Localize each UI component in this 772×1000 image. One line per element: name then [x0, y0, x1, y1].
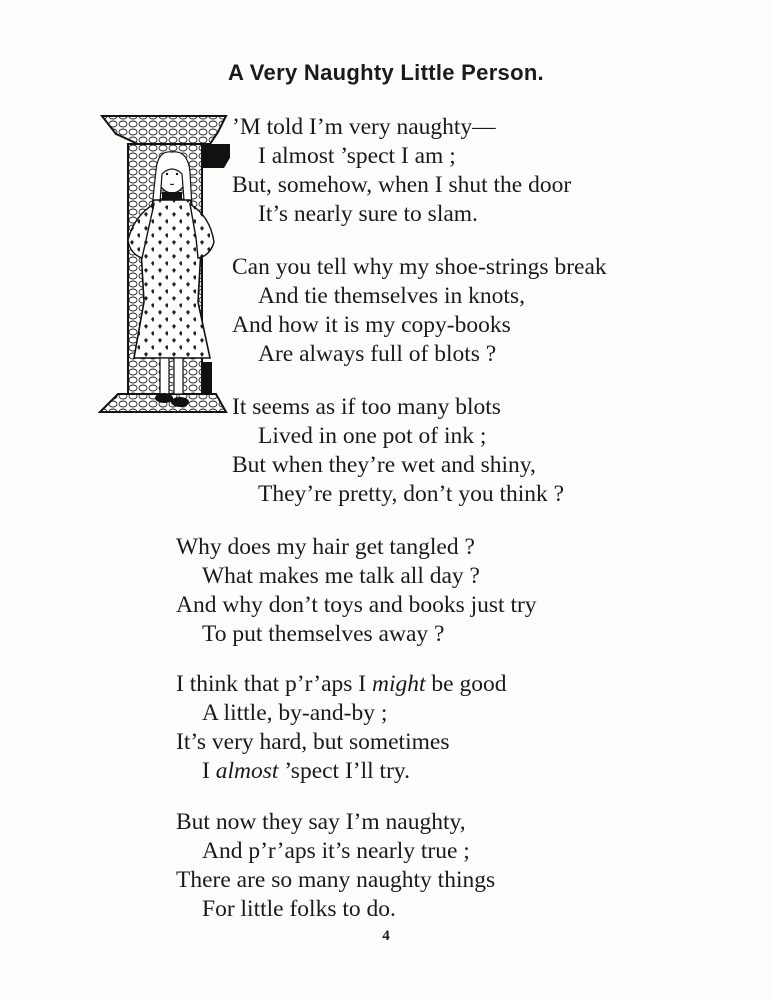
poem-line: Lived in one pot of ink ;: [258, 423, 487, 449]
line-text: I: [202, 758, 216, 784]
poem-line: It’s very hard, but sometimes: [176, 729, 450, 755]
poem-line: But, somehow, when I shut the door: [232, 172, 572, 198]
poem-line: A little, by-and-by ;: [202, 700, 388, 726]
poem-line: There are so many naughty things: [176, 867, 496, 893]
poem-line: ’M told I’m very naughty—: [232, 114, 496, 140]
poem-line: Are always full of blots ?: [258, 341, 497, 367]
poem-line: Why does my hair get tangled ?: [176, 534, 475, 560]
poem-line: Can you tell why my shoe-strings break: [232, 254, 607, 280]
line-text: ’spect I’ll try.: [278, 758, 410, 784]
poem-line: It’s nearly sure to slam.: [258, 201, 478, 227]
poem-line: And how it is my copy-books: [232, 312, 511, 338]
poem-title: A Very Naughty Little Person.: [228, 60, 544, 85]
poem-line: And why don’t toys and books just try: [176, 592, 537, 618]
poem-line: And tie themselves in knots,: [258, 283, 525, 309]
line-text: I think that p’r’aps I: [176, 671, 372, 697]
page-number: 4: [382, 928, 390, 944]
poem-line: But when they’re wet and shiny,: [232, 452, 536, 478]
emphasis-word: almost: [215, 758, 279, 784]
emphasis-word: might: [372, 671, 426, 697]
poem-line: And p’r’aps it’s nearly true ;: [202, 838, 470, 864]
poem-line: To put themselves away ?: [202, 621, 445, 647]
poem-line: I almost ’spect I am ;: [258, 143, 456, 169]
poem-line: It seems as if too many blots: [232, 394, 501, 420]
line-text: be good: [425, 671, 507, 697]
poem-line: [176, 673, 506, 697]
poem-line: What makes me talk all day ?: [202, 563, 480, 589]
poem-line: [202, 760, 410, 784]
poem-line: They’re pretty, don’t you think ?: [258, 481, 565, 507]
poem-line: For little folks to do.: [202, 896, 396, 922]
poem-line: But now they say I’m naughty,: [176, 809, 466, 835]
illustrated-drop-cap: [98, 112, 230, 424]
